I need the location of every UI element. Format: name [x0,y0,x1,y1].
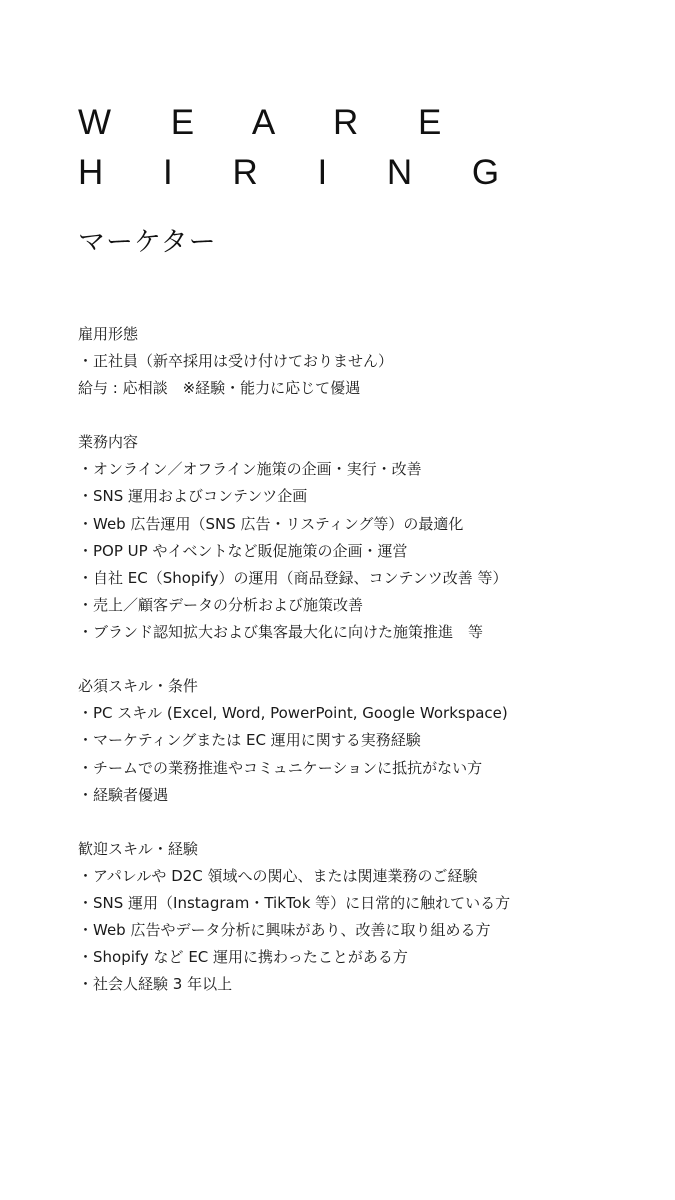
section-heading: 歓迎スキル・経験 [78,839,198,858]
list-item: ・POP UP やイベントなど販促施策の企画・運営 [78,541,408,560]
section-job-duties [78,429,638,647]
job-role-title: マーケター [78,227,217,258]
list-item: ・オンライン／オフライン施策の企画・実行・改善 [78,460,422,479]
list-item: ・正社員（新卒採用は受け付けておりません） [78,352,394,371]
salary-text: 給与 : 応相談 ※経験・能力に応じて優遇 [78,379,361,398]
hiring-headline [78,98,524,198]
job-details [78,321,638,1025]
list-item: ・ブランド認知拡大および集客最大化に向けた施策推進 等 [78,623,484,642]
list-item: ・売上／顧客データの分析および施策改善 [78,596,364,615]
list-item: ・Web 広告運用（SNS 広告・リスティング等）の最適化 [78,514,464,533]
section-preferred-skills [78,836,638,999]
section-heading: 雇用形態 [78,325,139,343]
list-item: ・チームでの業務推進やコミュニケーションに抵抗がない方 [78,758,483,777]
section-heading: 必須スキル・条件 [78,677,198,696]
list-item: ・SNS 運用（Instagram・TikTok 等）に日常的に触れている方 [78,893,511,912]
list-item: ・経験者優遇 [78,785,169,804]
list-item: ・マーケティングまたは EC 運用に関する実務経験 [78,731,421,750]
section-heading: 業務内容 [78,433,139,452]
list-item: ・Web 広告やデータ分析に興味があり、改善に取り組める方 [78,921,491,940]
list-item: ・PC スキル (Excel, Word, PowerPoint, Google Workspace) [78,704,508,723]
list-item: ・自社 EC（Shopify）の運用（商品登録、コンテンツ改善 等） [78,569,508,587]
headline-line-2: H I R I N G [78,153,525,192]
list-item: ・Shopify など EC 運用に携わったことがある方 [78,948,408,967]
section-employment-type [78,321,638,403]
list-item: ・社会人経験 3 年以上 [78,975,233,994]
headline-line-1: W E A R E [78,103,467,142]
list-item: ・SNS 運用およびコンテンツ企画 [78,487,308,506]
list-item: ・アパレルや D2C 領域への関心、または関連業務のご経験 [78,866,478,885]
section-required-skills [78,673,638,809]
